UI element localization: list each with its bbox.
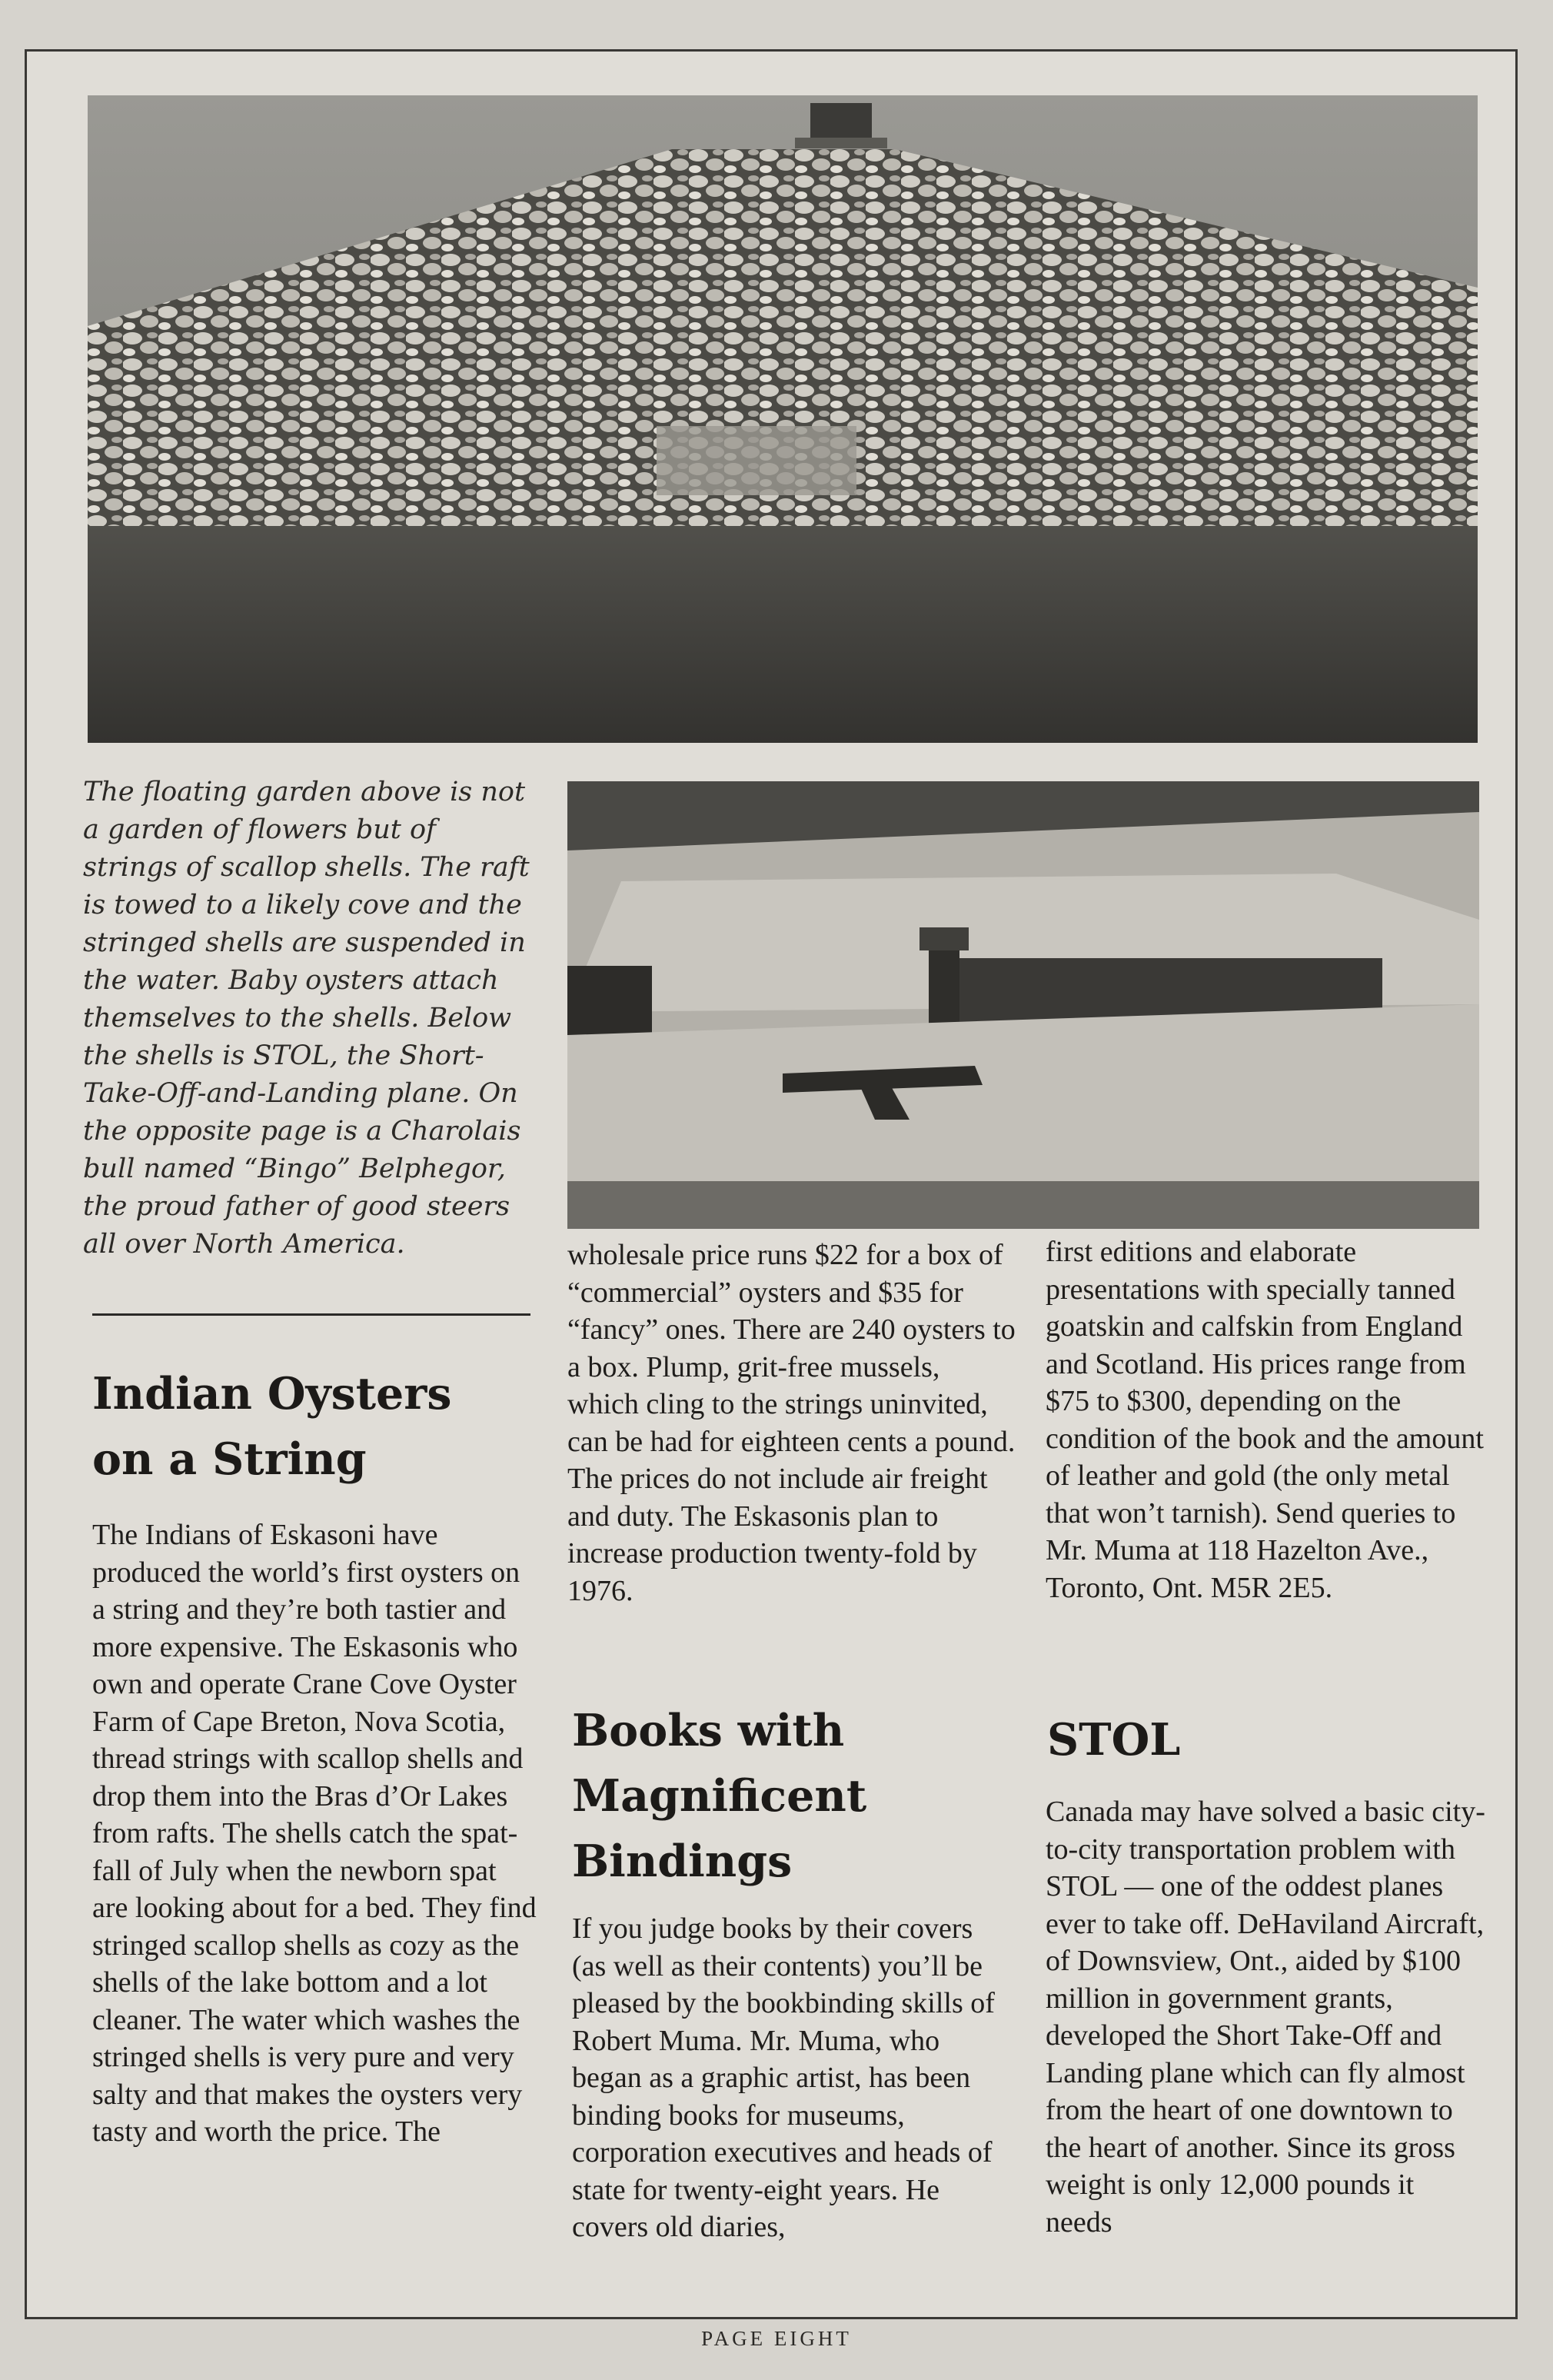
headline-stol: STOL [1047, 1714, 1181, 1766]
photo-caption: The floating garden above is not a garden of flowers but of strings of scallop shells. The raft is towed to a likely cove and the stringed shells are suspended in the water. Baby oysters attach themselves to the shells. Below the shells is STOL, the Short-Take-Off-and-Landing plane. On the opposite page is a Charolais bull named “Bingo” Belphegor, the proud father of good steers all over North America. [83, 777, 530, 1260]
stol-body: Canada may have solved a basic city-to-city transportation problem with STOL — one of the oddest planes ever to take off. DeHaviland Aircraft, of Downsview, Ont., aided by $100 million in government grants, developed the Short Take-Off and Landing plane which can fly almost from the heart of one downtown to the heart of another. Since its gross weight is only 12,000 pounds it needs [1046, 1796, 1485, 2239]
caption-divider [92, 1313, 530, 1316]
page-number: PAGE EIGHT [701, 2327, 852, 2350]
headline-indian-oysters [92, 1361, 451, 1492]
headline-books-bindings [572, 1698, 866, 1894]
headline-line: Books with [572, 1705, 845, 1756]
oysters-body-continued: wholesale price runs $22 for a box of “commercial” oysters and $35 for “fancy” ones. There are 240 oysters to a box. Plump, grit-free mussels, which cling to the strings uninvited, can be had for eighteen cents a pound. The prices do not include air freight and duty. The Eskasonis plan to increase production twenty-fold by 1976. [567, 1239, 1016, 1607]
books-body-continued: first editions and elaborate presentations with specially tanned goatskin and calfskin from England and Scotland. His prices range from $75 to $300, depending on the condition of the book and the amount of leather and gold (the only metal that won’t tarnish). Send queries to Mr. Muma at 118 Hazelton Ave., Toronto, Ont. M5R 2E5. [1046, 1236, 1484, 1604]
scallop-raft-photo [88, 95, 1478, 743]
headline-line: on a String [92, 1433, 367, 1485]
headline-line: Indian Oysters [92, 1368, 452, 1420]
oysters-body: The Indians of Eskasoni have produced the world’s first oysters on a string and they’re both tastier and more expensive. The Eskasonis who own and operate Crane Cove Oyster Farm of Cape Breton, Nova Scotia, thread strings with scallop shells and drop them into the Bras d’Or Lakes from rafts. The shells catch the spat-fall of July when the newborn spat are looking about for a bed. They find stringed scallop shells as cozy as the shells of the lake bottom and a lot cleaner. The water which washes the stringed shells is very pure and very salty and that makes the oysters very tasty and worth the price. The [92, 1519, 537, 2148]
headline-line: Magnificent [572, 1770, 867, 1822]
stol-airport-photo [567, 781, 1479, 1229]
headline-line: Bindings [572, 1836, 793, 1887]
books-body: If you judge books by their covers (as well as their contents) you’ll be pleased by the bookbinding skills of Robert Muma. Mr. Muma, who began as a graphic artist, has been binding books for museums, corporation executives and heads of state for twenty-eight years. He covers old diaries, [572, 1912, 995, 2243]
